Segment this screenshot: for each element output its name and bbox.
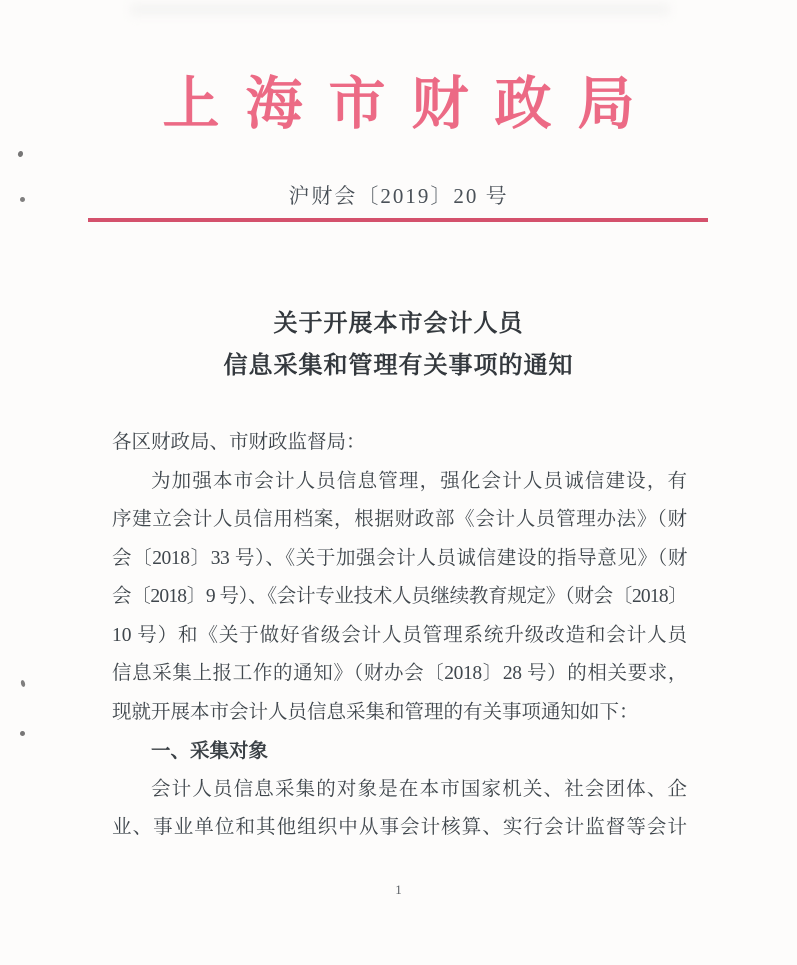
- body-line: 会〔2018〕9 号）、《会计专业技术人员继续教育规定》（财会〔2018〕: [112, 586, 687, 607]
- page-number: 1: [395, 882, 402, 897]
- body-line: 会〔2018〕33 号）、《关于加强会计人员诚信建设的指导意见》（财: [112, 547, 687, 569]
- body-line: 信息采集上报工作的通知》（财办会〔2018〕28 号）的相关要求，: [112, 663, 687, 684]
- body-line: 为加强本市会计人员信息管理，强化会计人员诚信建设，有: [151, 470, 687, 492]
- letterhead-org-title: 上海市财政局: [162, 73, 661, 136]
- scan-speck: [20, 731, 25, 736]
- body-line: 业、事业单位和其他组织中从事会计核算、实行会计监督等会计: [112, 817, 687, 838]
- scan-speck: [17, 150, 24, 157]
- letterhead-red-rule: [88, 218, 708, 222]
- scan-bleed-artifact: [130, 3, 670, 16]
- body-line: 10 号）和《关于做好省级会计人员管理系统升级改造和会计人员: [112, 624, 687, 646]
- scan-speck: [20, 680, 26, 688]
- document-body: [112, 424, 687, 848]
- document-number: 沪财会〔2019〕20 号: [288, 184, 509, 208]
- body-line: 现就开展本市会计人员信息采集和管理的有关事项通知如下：: [112, 701, 639, 723]
- document-title-line2: 信息采集和管理有关事项的通知: [223, 352, 574, 379]
- salutation: 各区财政局、市财政监督局：: [112, 432, 366, 453]
- body-line: 序建立会计人员信用档案，根据财政部《会计人员管理办法》（财: [112, 509, 687, 530]
- document-title-line1: 关于开展本市会计人员: [273, 310, 524, 337]
- body-line: 会计人员信息采集的对象是在本市国家机关、社会团体、企: [151, 778, 687, 800]
- section-heading: 一、采集对象: [151, 740, 269, 762]
- document-title: [0, 303, 797, 387]
